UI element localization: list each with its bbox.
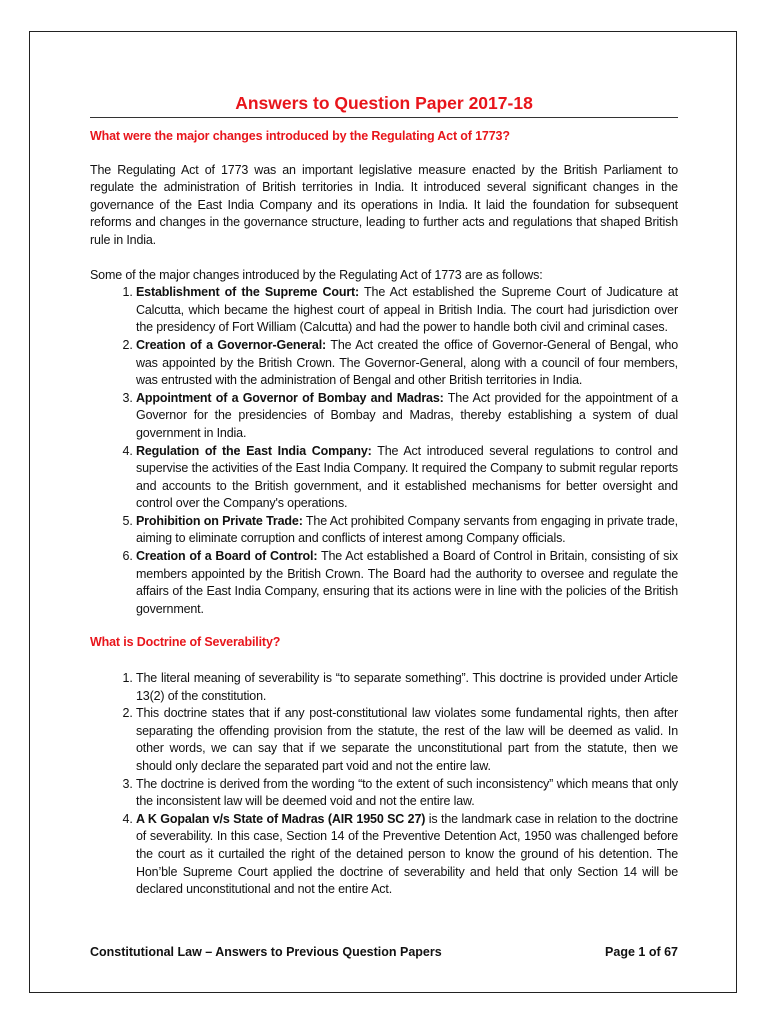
item-text: The Act established a Board of Control in Britain, consisting of six members appointed by the British Crown. The Board had the authority to oversee and regulate the affairs of the East India Company, ensuring that its actions were in line with the policies of the British government. (136, 549, 678, 616)
item-term: Prohibition on Private Trade: (136, 513, 303, 528)
list-item (136, 670, 678, 705)
page-number: Page 1 of 67 (605, 945, 678, 959)
item-text: The Act introduced several regulations to control and supervise the activities of the East India Company. It required the Company to submit regular reports and accounts to the British government, and it established mechanisms for better oversight and control over the Company's operations. (136, 443, 678, 511)
item-term: Establishment of the Supreme Court: (136, 285, 360, 300)
list-item (136, 390, 678, 443)
list-item (136, 776, 678, 811)
title-underline (90, 117, 678, 118)
item-text: The Act created the office of Governor-General of Bengal, who was appointed by the British Crown. The Governor-General, along with a council of four members, was entrusted with the administration of Bengal and other British territories in India. (136, 337, 678, 388)
page-footer (90, 944, 678, 960)
footer-title: Constitutional Law – Answers to Previous Question Papers (90, 945, 442, 959)
section1-heading: What were the major changes introduced by the Regulating Act of 1773? (90, 129, 510, 143)
section1-list (90, 284, 678, 618)
item-term: A K Gopalan v/s State of Madras (AIR 1950 SC 27) (136, 811, 426, 826)
item-text: The Act established the Supreme Court of Judicature at Calcutta, which became the highest court of appeal in British India. The court had jurisdiction over the presidency of Fort William (Calcutta) and had the power to handle both civil and criminal cases. (136, 285, 678, 335)
list-item (136, 443, 678, 513)
list-item (136, 811, 678, 899)
item-term: Appointment of a Governor of Bombay and Madras: (136, 390, 444, 405)
page-title: Answers to Question Paper 2017-18 (235, 93, 533, 113)
page-content (90, 92, 678, 899)
list-item (136, 513, 678, 548)
section1-lead: Some of the major changes introduced by the Regulating Act of 1773 are as follows: (90, 267, 543, 282)
item-text: The Act prohibited Company servants from engaging in private trade, aiming to eliminate corruption and conflicts of interest among Company officials. (136, 513, 678, 546)
section2-list (90, 670, 678, 899)
item-term: Creation of a Governor-General: (136, 337, 327, 352)
item-term: Regulation of the East India Company: (136, 443, 372, 458)
list-item (136, 337, 678, 390)
list-item (136, 548, 678, 618)
item-text: is the landmark case in relation to the doctrine of severability. In this case, Section 14 of the Preventive Detention Act, 1950 was challenged before the court as it curtailed the right of the detained person to know the ground of his detention. The Hon’ble Supreme Court applied the doctrine of severability and held that only Section 14 will be declared unconstitutional and not the entire Act. (136, 811, 678, 897)
item-text: The Act provided for the appointment of a Governor for the presidencies of Bombay and Madras, thereby establishing a system of dual government in India. (136, 390, 678, 440)
item-text: The doctrine is derived from the wording “to the extent of such inconsistency” which means that only the inconsistent law will be deemed void and not the entire law. (136, 776, 678, 809)
item-text: The literal meaning of severability is “to separate something”. This doctrine is provided under Article 13(2) of the constitution. (136, 671, 678, 703)
list-item (136, 705, 678, 775)
item-term: Creation of a Board of Control: (136, 549, 318, 564)
list-item (136, 284, 678, 337)
item-text: This doctrine states that if any post-constitutional law violates some fundamental rights, then after separating the offending provision from the statute, the rest of the law will be deemed as valid. In other words, we can say that if we separate the unconstitutional part from the statute, then we should only declare the separated part void and not the entire law. (136, 706, 678, 773)
section2-heading: What is Doctrine of Severability? (90, 635, 281, 650)
section1-intro: The Regulating Act of 1773 was an important legislative measure enacted by the British Parliament to regulate the administration of British territories in India. It introduced several significant changes in the governance of the East India Company and its operations in India. It laid the foundation for subsequent reforms and changes in the governance structure, leading to further acts and regulations that shaped British rule in India. (90, 162, 678, 247)
